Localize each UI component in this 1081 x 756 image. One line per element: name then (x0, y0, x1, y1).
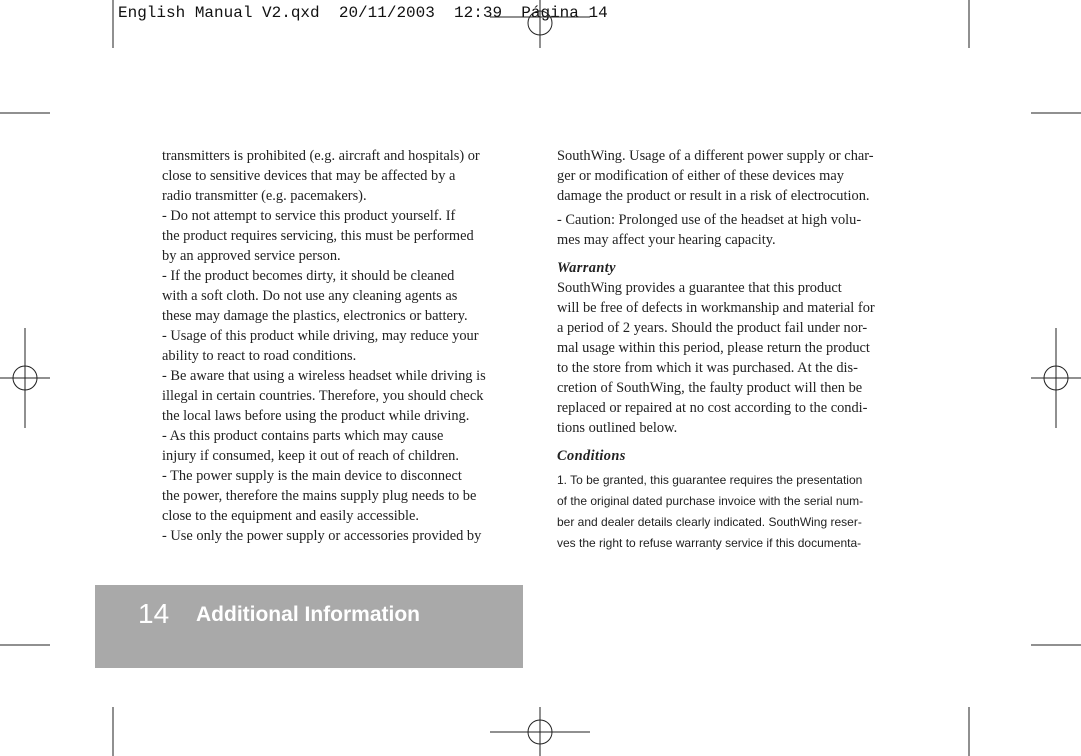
text-line: tions outlined below. (557, 420, 678, 436)
text-line: - If the product becomes dirty, it should be cleaned (162, 268, 455, 284)
warranty-heading: Warranty (557, 260, 616, 276)
registration-mark-bottom (490, 707, 590, 756)
text-line: - Usage of this product while driving, may reduce your (162, 328, 479, 344)
registration-mark-right (1031, 328, 1081, 428)
text-line: will be free of defects in workmanship and material for (557, 300, 875, 316)
text-line: close to sensitive devices that may be affected by a (162, 168, 456, 184)
text-line: mes may affect your hearing capacity. (557, 232, 776, 248)
text-line: by an approved service person. (162, 248, 341, 264)
footer-bar (95, 585, 523, 668)
text-line: - Use only the power supply or accessories provided by (162, 528, 482, 544)
text-line: cretion of SouthWing, the faulty product will then be (557, 380, 863, 396)
registration-mark-left (0, 328, 50, 428)
text-line: illegal in certain countries. Therefore, you should check (162, 388, 484, 404)
text-line: to the store from which it was purchased. At the dis- (557, 360, 858, 376)
text-line: - Be aware that using a wireless headset while driving is (162, 368, 486, 384)
text-line: SouthWing provides a guarantee that this product (557, 280, 842, 296)
text-line: of the original dated purchase invoice with the serial num- (557, 494, 864, 508)
text-line: ger or modification of either of these devices may (557, 168, 844, 184)
warranty-paragraph (557, 278, 927, 438)
right-column (557, 146, 927, 554)
text-line: - Do not attempt to service this product yourself. If (162, 208, 456, 224)
registration-mark-top (490, 0, 590, 48)
text-line: 1. To be granted, this guarantee requires the presentation (557, 473, 863, 487)
left-column (162, 146, 524, 546)
print-slug: English Manual V2.qxd 20/11/2003 12:39 Página 14 (118, 4, 608, 22)
text-line: replaced or repaired at no cost according to the condi- (557, 400, 868, 416)
power-supply-paragraph (557, 146, 927, 206)
text-line: ability to react to road conditions. (162, 348, 357, 364)
text-line: close to the equipment and easily accessible. (162, 508, 419, 524)
text-line: the power, therefore the mains supply plug needs to be (162, 488, 477, 504)
text-line: ves the right to refuse warranty service if this documenta- (557, 536, 862, 550)
text-line: transmitters is prohibited (e.g. aircraft and hospitals) or (162, 148, 480, 164)
text-line: - As this product contains parts which may cause (162, 428, 444, 444)
text-line: damage the product or result in a risk of electrocution. (557, 188, 870, 204)
text-line: radio transmitter (e.g. pacemakers). (162, 188, 367, 204)
text-line: the product requires servicing, this must be performed (162, 228, 474, 244)
text-line: the local laws before using the product while driving. (162, 408, 470, 424)
text-line: a period of 2 years. Should the product fail under nor- (557, 320, 868, 336)
text-line: these may damage the plastics, electronics or battery. (162, 308, 468, 324)
section-title: Additional Information (196, 603, 420, 626)
caution-paragraph (557, 210, 927, 250)
text-line: mal usage within this period, please return the product (557, 340, 870, 356)
text-line: SouthWing. Usage of a different power supply or char- (557, 148, 874, 164)
page-number: 14 (138, 598, 170, 629)
text-line: - The power supply is the main device to disconnect (162, 468, 462, 484)
text-line: ber and dealer details clearly indicated. SouthWing reser- (557, 515, 862, 529)
text-line: injury if consumed, keep it out of reach of children. (162, 448, 459, 464)
text-line: - Caution: Prolonged use of the headset at high volu- (557, 212, 862, 228)
conditions-heading: Conditions (557, 448, 626, 464)
conditions-paragraph (557, 470, 927, 554)
text-line: with a soft cloth. Do not use any cleaning agents as (162, 288, 458, 304)
